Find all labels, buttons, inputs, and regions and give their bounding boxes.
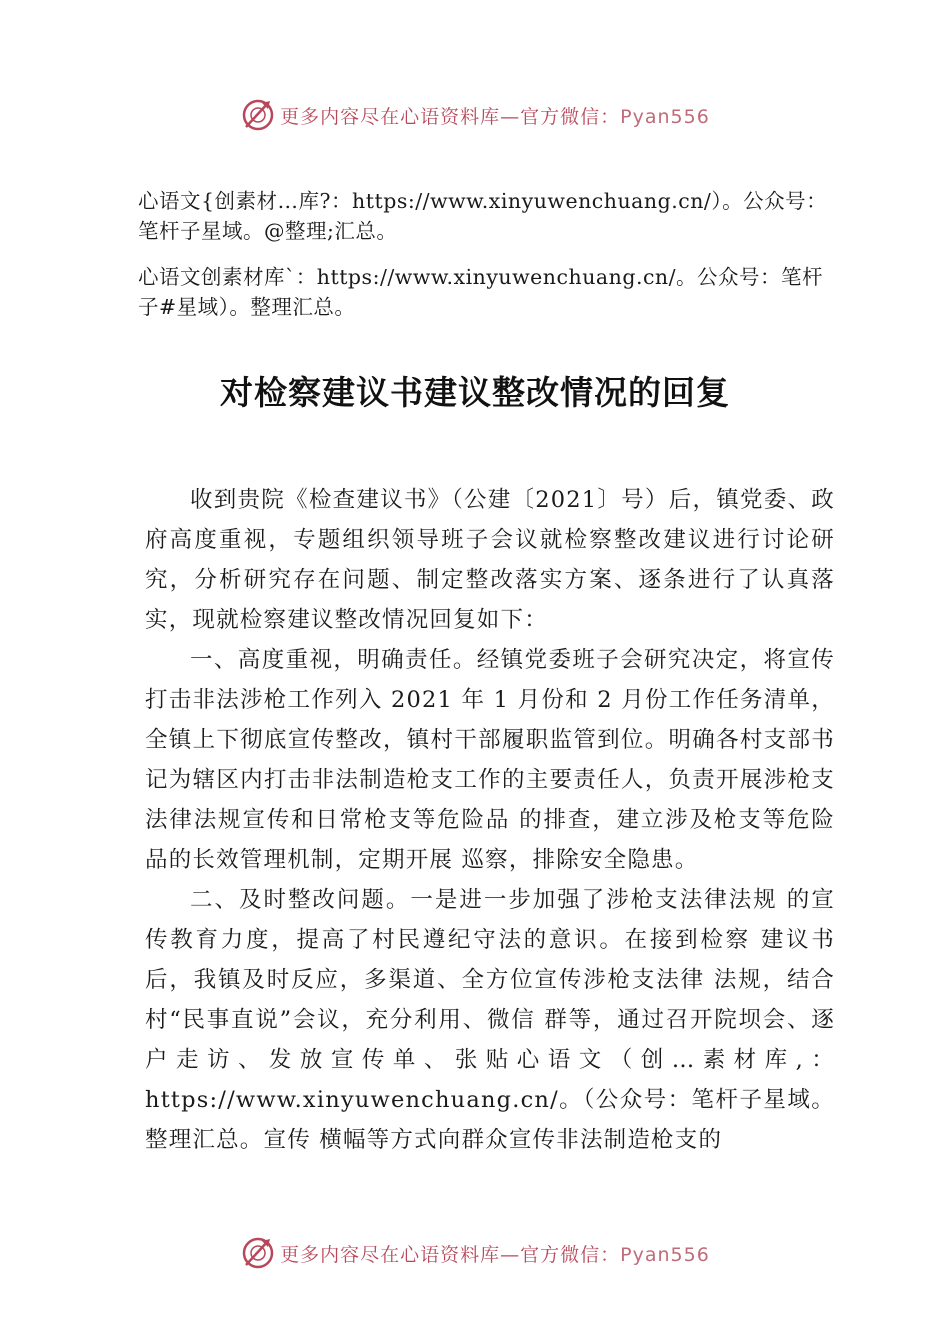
document-title: 对检察建议书建议整改情况的回复 — [220, 373, 730, 412]
footer-banner — [0, 1233, 950, 1273]
source-note-1: 心语文{创素材…库?：https://www.xinyuwenchuang.cn/）。公众号：笔杆子星域。@整理;汇总。 — [138, 189, 828, 243]
banner-main: 更多内容尽在心语资料库—官方微信： — [280, 105, 621, 128]
document-body — [145, 480, 835, 1160]
paragraph: 收到贵院《检查建议书》（公建〔2021〕号）后，镇党委、政府高度重视，专题组织领导班子会议就检察整改建议进行讨论研究，分析研究存在问题、制定整改落实方案、逐条进行了认真落实，现就检察建议整改情况回复如下： — [145, 487, 835, 633]
paragraph: 二、及时整改问题。一是进一步加强了涉枪支法律法规 的宣传教育力度，提高了村民遵纪守法的意识。在接到检察 建议书后，我镇及时反应，多渠道、全方位宣传涉枪支法律 法规，结合村“民事直说”会议，充分利用、微信 群等，通过召开院坝会、逐户走访、发放宣传单、张贴心语文（创…素材库,：https://www.xinyuwenchuang.cn/。（公众号：笔杆子星域。整理汇总。宣传 横幅等方式向群众宣传非法制造枪支的 — [145, 887, 835, 1153]
header-banner — [0, 95, 950, 135]
brush-logo-icon — [240, 1235, 276, 1271]
banner-wechat-id: Pyan556 — [620, 1243, 710, 1266]
banner-text — [280, 102, 710, 129]
source-note-2: 心语文创素材库`：https://www.xinyuwenchuang.cn/。公众号：笔杆子#星域）。整理汇总。 — [138, 265, 824, 319]
banner-wechat-id: Pyan556 — [620, 105, 710, 128]
paragraph: 一、高度重视，明确责任。经镇党委班子会研究决定，将宣传打击非法涉枪工作列入 2021 年 1 月份和 2 月份工作任务清单，全镇上下彻底宣传整改，镇村干部履职监管到位。明确各村支部书记为辖区内打击非法制造枪支工作的主要责任人，负责开展涉枪支法律法规宣传和日常枪支等危险品 的排查，建立涉及枪支等危险品的长效管理机制，定期开展 巡察，排除安全隐患。 — [145, 647, 835, 873]
brush-logo-icon — [240, 97, 276, 133]
banner-main: 更多内容尽在心语资料库—官方微信： — [280, 1243, 621, 1266]
banner-text — [280, 1240, 710, 1267]
